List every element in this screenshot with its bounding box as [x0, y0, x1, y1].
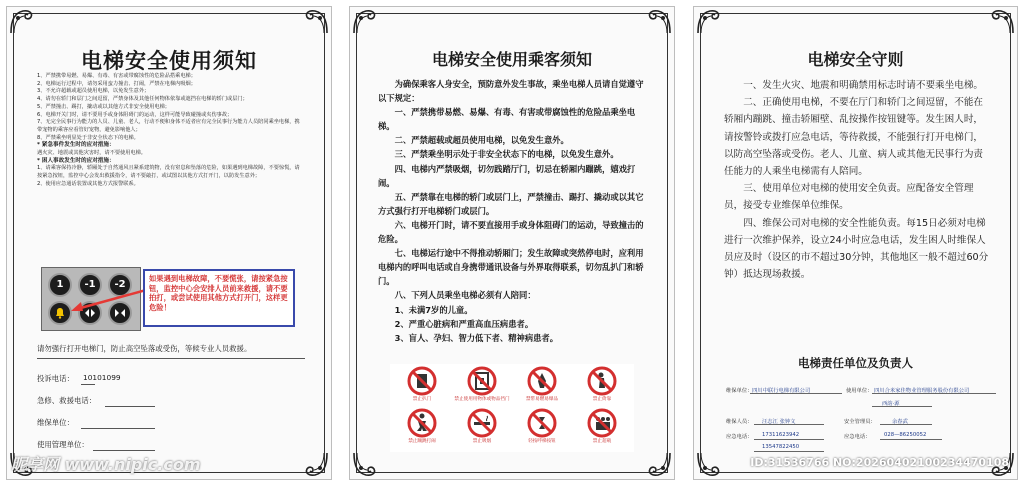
- prohibition-signs: [390, 364, 634, 452]
- corner-ornament-icon: [696, 451, 722, 477]
- corner-ornament-icon: [303, 9, 329, 35]
- notice-panel-usage: [6, 6, 332, 480]
- rule-item: 四、电梯内严禁吸烟，切勿践踏厅门，切忌在轿厢内蹦跳，嬉戏打闹。: [378, 163, 636, 188]
- no-hand-icon: [407, 366, 437, 396]
- sign-no-overload: [572, 408, 632, 452]
- field-value: 10101099: [83, 373, 121, 382]
- floor-button-1[interactable]: 1: [48, 273, 72, 297]
- page-title: 电梯安全使用乘客须知: [431, 50, 592, 69]
- rule-item: 2、使用应急通话装置或其他方式报警联系。: [37, 180, 139, 187]
- user-unit-value: 四川合米家佳物业管理服务股份有限公司: [874, 388, 970, 394]
- sign-no-hand: [392, 366, 452, 410]
- passenger-rules: [378, 77, 648, 345]
- floor-button-minus1[interactable]: -1: [78, 273, 102, 297]
- corner-ornament-icon: [303, 451, 329, 477]
- no-fire-icon: [527, 366, 557, 396]
- rule-paragraph: 一、发生火灾、地震和明确禁用标志时请不要乘坐电梯。: [743, 80, 984, 91]
- watermark-logo: 昵享网 www.nipic.com: [11, 455, 201, 474]
- field-label: 投诉电话：: [37, 374, 74, 383]
- safety-rules: [724, 77, 989, 283]
- safety-officer-label: 安全管理员：: [844, 419, 876, 425]
- corner-ornament-icon: [646, 9, 672, 35]
- rule-paragraph: 三、使用单位对电梯的使用安全负责。应配备安全管理员，接受专业维保单位维保。: [724, 183, 974, 212]
- rule-paragraph: 四、维保公司对电梯的安全性能负责。每15日必须对电梯进行一次维护保养，设立24小时应急电话，发生困人时维保人员应及时（设区的市不超过30分钟，其他地区一般不超过60分钟）抵达现场救援。: [724, 217, 989, 281]
- user-unit-label: 使用单位：: [846, 388, 873, 394]
- no-press-icon: [527, 408, 557, 438]
- rule-item: 六、电梯开门时，请不要直接用手或身体阻碍门的运动，导致撞击的危险。: [378, 219, 644, 245]
- rule-item: 五、严禁靠在电梯的轿门或层门上，严禁撞击、踢打、撬动或以其它方式强行打开电梯轿门或层门。: [378, 191, 644, 216]
- no-jump-icon: [407, 408, 437, 438]
- maint-unit-value: 四川中联行电梯有限公司: [752, 388, 811, 394]
- corner-ornament-icon: [9, 9, 35, 35]
- rule-item: 7、无完全民事行为能力的人员、儿童、老人，行动不便和身体不适者应有完全民事行为能力人员陪同乘坐电梯，携带宠物的乘客应看管好宠物，避免影响他人；: [37, 119, 300, 133]
- sign-caption: 禁止倚靠: [592, 397, 612, 402]
- trapped-text: 1、请乘客保持冷静，轿厢处于自然通风且紧系建筑物，没有窒息和坠落的危险，如果遇到电梯故障，不要惊慌，请按紧急按钮，监控中心会发出救援指令，请不要敲打，或试图以其他方式打开门，以防发生意外；: [37, 165, 300, 180]
- emergency-text: 遇火灾、地震或其他灾害时，请不要使用电梯。: [37, 150, 146, 157]
- list-item: 3、盲人、孕妇、智力低下者、精神病患者。: [394, 332, 559, 343]
- emergency-phone-value-1: 17311623942: [762, 432, 800, 438]
- no-object-icon: [467, 366, 497, 396]
- safety-officer-value: 余春武: [892, 419, 908, 425]
- corner-ornament-icon: [646, 451, 672, 477]
- sign-press-button: [512, 408, 572, 452]
- rule-item: 5、严禁撞击、踢打，撬动或以其他方式非安全使用电梯；: [37, 103, 170, 110]
- rule-item: 4、请勿在轿门和层门之间逗留，严禁身体及其他任何物体依靠或遮挡在电梯的轿门或层门；: [37, 96, 248, 103]
- field-label: 急修、救援电话：: [37, 396, 97, 405]
- emergency-phone-value-2: 13547822450: [762, 444, 800, 450]
- sign-caption: 禁止蹦跳打闹: [408, 439, 436, 444]
- rule-item: 3、不允许超载或超员使用电梯，以免发生意外；: [37, 88, 150, 95]
- corner-ornament-icon: [696, 9, 722, 35]
- emergency-phone-label-2: 应急电话：: [844, 434, 871, 440]
- rules-list: [37, 73, 303, 189]
- maint-unit-label: 维保单位：: [726, 388, 753, 394]
- user-unit-value-2: 西韵·源: [882, 401, 900, 407]
- rule-item: 一、严禁携带易燃、易爆、有毒、有害或带腐蚀性的危险品乘坐电梯。: [378, 107, 636, 132]
- corner-ornament-icon: [352, 9, 378, 35]
- sign-no-object: [452, 366, 512, 410]
- page-title: 电梯安全守则: [807, 50, 904, 69]
- sign-caption: 禁止扒门: [412, 397, 432, 402]
- section-title: 电梯责任单位及负责人: [798, 356, 913, 370]
- field-label: 使用管理单位：: [37, 440, 89, 449]
- corner-ornament-icon: [989, 9, 1015, 35]
- rule-item: 三、严禁乘坐明示处于非安全状态下的电梯，以免发生意外。: [394, 149, 619, 160]
- rule-item: 八、下列人员乘坐电梯必须有人陪同：: [394, 290, 536, 301]
- emergency-phone-value-3: 028—86250052: [884, 432, 927, 438]
- page-title: 电梯安全使用须知: [81, 49, 257, 73]
- no-lean-icon: [587, 366, 617, 396]
- rescue-phone-field: [37, 395, 305, 411]
- emergency-phone-label: 应急电话：: [726, 434, 753, 440]
- sign-no-jump: [392, 408, 452, 452]
- emergency-heading: * 紧急事件发生时的应对措施：: [37, 142, 115, 149]
- sign-caption: 禁止超载: [592, 439, 612, 444]
- rule-item: 七、电梯运行途中不得推动轿厢门；发生故障或突然停电时，应利用电梯内的呼叫电话或自身携带通讯设备与外界取得联系，切勿乱扒门和轿门。: [378, 248, 644, 287]
- maint-person-label: 维保人员：: [726, 419, 753, 425]
- no-smoking-icon: [467, 408, 497, 438]
- maint-person-value: 汪志江 张钟文: [762, 419, 796, 425]
- notice-panel-passenger: [349, 6, 675, 480]
- sign-no-smoking: [452, 408, 512, 452]
- floor-button-minus2[interactable]: -2: [108, 273, 132, 297]
- sign-no-fire: [512, 366, 572, 410]
- field-label: 维保单位：: [37, 418, 74, 427]
- sign-no-lean: [572, 366, 632, 410]
- trapped-heading: * 困人事故发生时的应对措施：: [37, 157, 115, 164]
- rule-item: 2、电梯运行过程中，请勿采用蛮力撞击、打闹，严禁在电梯内吸烟；: [37, 80, 196, 87]
- intro-text: 为确保乘客人身安全，预防意外发生事故，乘坐电梯人员请自觉遵守以下规定：: [378, 79, 644, 104]
- sign-caption: 轻按呼梯按钮: [528, 439, 556, 444]
- maintenance-unit-field: [37, 417, 305, 433]
- rule-item: 6、电梯开关门时，请不要用手或身体阻碍门的运动，这样可能导致碰撞或夹伤事故；: [37, 111, 233, 118]
- rule-item: 1、严禁携带易燃、易爆、有毒、有害或带腐蚀性的危险品搭乘电梯；: [37, 73, 196, 79]
- notice-panel-safety: [693, 6, 1018, 480]
- rescue-notice: 请勿强行打开电梯门，防止高空坠落或受伤，等候专业人员救援。: [37, 343, 305, 359]
- complaint-phone-field: [37, 373, 305, 389]
- sign-caption: 禁带易燃易爆品: [525, 397, 559, 402]
- sign-caption: 禁止吸烟: [472, 439, 492, 444]
- rule-item: 二、严禁超载或超员使用电梯，以免发生意外。: [394, 135, 569, 146]
- rule-item: 8、严禁乘坐明显处于非安全状态下的电梯。: [37, 134, 139, 141]
- rule-paragraph: 二、正确使用电梯，不要在厅门和轿门之间逗留，不能在轿厢内蹦跳、撞击轿厢壁、乱按操作按钮键等。发生困人时，请按警铃或拨打应急电话，等待救援，不能强行打开电梯门，以防高空坠落或受伤。老人、儿童、病人或其他无民事行为责任能力的人乘坐电梯需有人陪同。: [724, 97, 984, 178]
- watermark-id: ID:31536766 NO:20260402100234470108: [750, 456, 1009, 469]
- list-item: 2、严重心脏病和严重高血压病患者。: [394, 318, 534, 329]
- list-item: 1、未满7岁的儿童。: [394, 304, 473, 315]
- warning-box: 如果遇到电梯故障，不要慌张，请按紧急按钮，监控中心会安排人员前来救援，请不要拍打，或尝试使用其他方式打开门，这样更危险！: [143, 269, 295, 327]
- corner-ornament-icon: [352, 451, 378, 477]
- no-pets-icon: [587, 408, 617, 438]
- sign-caption: 禁止使用用物体或物品挡门: [454, 397, 510, 402]
